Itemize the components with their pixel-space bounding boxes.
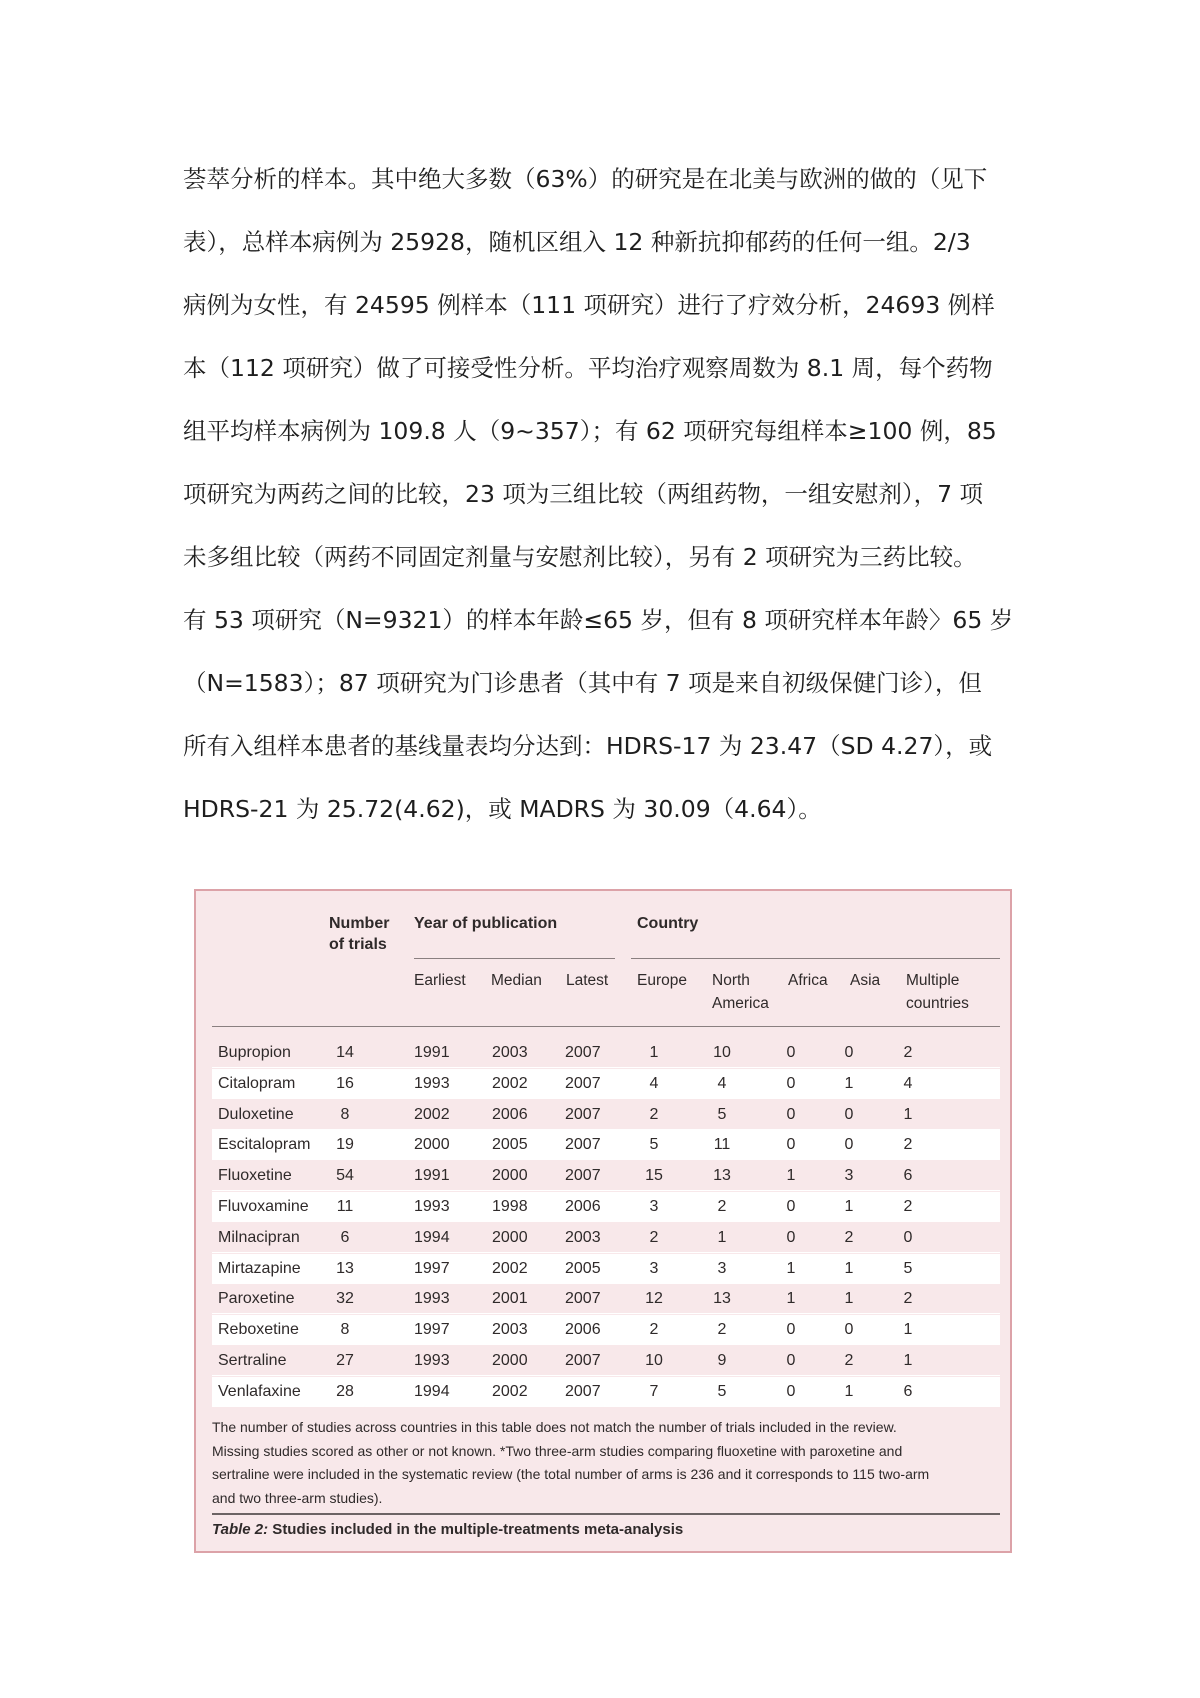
cell-median: 2002 — [492, 1074, 528, 1092]
cell-north-america: 13 — [713, 1290, 731, 1308]
cell-median: 2006 — [492, 1105, 528, 1123]
cell-multiple: 0 — [903, 1228, 913, 1246]
table-row — [212, 1346, 1000, 1376]
cell-asia: 0 — [844, 1136, 854, 1154]
cell-drug: Bupropion — [218, 1044, 291, 1061]
cell-africa: 0 — [786, 1198, 796, 1215]
cell-drug: Milnacipran — [218, 1228, 300, 1246]
cell-latest: 2003 — [565, 1228, 601, 1246]
cell-trials: 28 — [336, 1382, 354, 1400]
cell-north-america: 11 — [713, 1136, 731, 1154]
cell-africa: 1 — [786, 1167, 796, 1185]
header-number-of-trials — [329, 913, 389, 955]
cell-europe: 12 — [645, 1290, 663, 1308]
header-latest: Latest — [566, 972, 609, 989]
header-multiple-countries — [906, 969, 969, 1015]
cell-earliest: 1991 — [414, 1044, 450, 1061]
cell-trials: 32 — [336, 1290, 354, 1308]
header-country: Country — [637, 915, 699, 932]
cell-drug: Citalopram — [218, 1074, 296, 1092]
paragraph-line: 有 53 项研究（N=9321）的样本年龄≤65 岁，但有 8 项研究样本年龄〉65 岁 — [183, 606, 1014, 634]
cell-latest: 2007 — [565, 1105, 601, 1123]
paragraph-line: 荟萃分析的样本。其中绝大多数（63%）的研究是在北美与欧洲的做的（见下 — [183, 165, 988, 193]
cell-north-america: 9 — [717, 1352, 727, 1369]
cell-africa: 0 — [786, 1228, 796, 1246]
cell-latest: 2006 — [565, 1321, 601, 1339]
cell-earliest: 1997 — [414, 1321, 450, 1339]
cell-earliest: 1993 — [414, 1352, 450, 1369]
cell-africa: 0 — [786, 1352, 796, 1369]
cell-median: 1998 — [492, 1198, 528, 1215]
cell-north-america: 3 — [717, 1259, 727, 1277]
cell-multiple: 1 — [903, 1321, 913, 1339]
cell-asia: 1 — [844, 1074, 854, 1092]
table-row — [212, 1069, 1000, 1099]
paragraph-line: 本（112 项研究）做了可接受性分析。平均治疗观察周数为 8.1 周，每个药物 — [183, 354, 993, 382]
cell-latest: 2006 — [565, 1198, 601, 1215]
table-row — [212, 1315, 1000, 1345]
table-row — [212, 1161, 1000, 1191]
cell-earliest: 2000 — [414, 1136, 450, 1154]
paragraph-line: 病例为女性，有 24595 例样本（111 项研究）进行了疗效分析，24693 例样 — [183, 291, 995, 319]
cell-latest: 2005 — [565, 1259, 601, 1277]
paragraph-line: （N=1583）；87 项研究为门诊患者（其中有 7 项是来自初级保健门诊），但 — [183, 669, 982, 697]
table-caption — [212, 1519, 683, 1541]
cell-asia: 0 — [844, 1044, 854, 1061]
cell-drug: Venlafaxine — [218, 1382, 301, 1400]
paragraph-line: 所有入组样本患者的基线量表均分达到：HDRS-17 为 23.47（SD 4.27），或 — [183, 732, 993, 760]
cell-europe: 1 — [649, 1044, 659, 1061]
header-number-of-trials-line2: of trials — [329, 936, 387, 953]
cell-median: 2001 — [492, 1290, 528, 1308]
cell-asia: 1 — [844, 1259, 854, 1277]
header-multiple-line2: countries — [906, 995, 969, 1012]
paragraph-line: 项研究为两药之间的比较，23 项为三组比较（两组药物，一组安慰剂），7 项 — [183, 480, 984, 508]
cell-drug: Mirtazapine — [218, 1259, 301, 1277]
cell-latest: 2007 — [565, 1290, 601, 1308]
footnote-line: The number of studies across countries in this table does not match the number of trials included in the review. — [212, 1419, 897, 1435]
cell-africa: 0 — [786, 1044, 796, 1061]
paragraph-line: HDRS-21 为 25.72(4.62)，或 MADRS 为 30.09（4.64）。 — [183, 795, 822, 823]
cell-trials: 14 — [336, 1044, 354, 1061]
cell-drug: Fluvoxamine — [218, 1198, 309, 1215]
table-row — [212, 1192, 1000, 1222]
cell-earliest: 1991 — [414, 1167, 450, 1185]
header-number-of-trials-line1: Number — [329, 915, 390, 932]
cell-europe: 7 — [649, 1382, 659, 1400]
cell-latest: 2007 — [565, 1352, 601, 1369]
table-row — [212, 1284, 1000, 1314]
cell-trials: 27 — [336, 1352, 354, 1369]
cell-earliest: 1993 — [414, 1074, 450, 1092]
table-footnote — [212, 1416, 998, 1510]
cell-africa: 0 — [786, 1105, 796, 1123]
cell-asia: 0 — [844, 1321, 854, 1339]
cell-multiple: 2 — [903, 1290, 913, 1308]
cell-earliest: 1994 — [414, 1228, 450, 1246]
cell-europe: 3 — [649, 1198, 659, 1215]
cell-drug: Escitalopram — [218, 1136, 311, 1154]
cell-asia: 2 — [844, 1228, 854, 1246]
header-north-america-line2: America — [712, 995, 769, 1012]
cell-trials: 16 — [336, 1074, 354, 1092]
cell-north-america: 4 — [717, 1074, 727, 1092]
cell-europe: 5 — [649, 1136, 659, 1154]
footnote-line: Missing studies scored as other or not known. *Two three-arm studies comparing fluoxetine with paroxetine and — [212, 1442, 903, 1459]
cell-africa: 0 — [786, 1074, 796, 1092]
cell-multiple: 2 — [903, 1136, 913, 1154]
body-paragraph — [183, 148, 1023, 841]
table-image — [194, 889, 1012, 1553]
header-median: Median — [491, 972, 542, 989]
cell-multiple: 6 — [903, 1382, 913, 1400]
cell-europe: 15 — [645, 1167, 663, 1185]
caption-text: Studies included in the multiple-treatments meta-analysis — [268, 1521, 684, 1538]
cell-europe: 2 — [649, 1321, 659, 1339]
cell-multiple: 2 — [903, 1044, 913, 1061]
cell-asia: 3 — [844, 1167, 854, 1185]
cell-median: 2000 — [492, 1228, 528, 1246]
cell-africa: 0 — [786, 1382, 796, 1400]
cell-median: 2000 — [492, 1352, 528, 1369]
table-row — [212, 1377, 1000, 1407]
cell-multiple: 2 — [903, 1198, 913, 1215]
caption-rule — [212, 1513, 1000, 1515]
cell-multiple: 4 — [903, 1074, 913, 1092]
cell-north-america: 2 — [717, 1321, 727, 1339]
cell-trials: 13 — [336, 1259, 354, 1277]
header-year-group-line — [414, 958, 615, 959]
header-europe: Europe — [637, 972, 687, 989]
table-row — [212, 1038, 1000, 1068]
cell-drug: Reboxetine — [218, 1321, 299, 1339]
header-africa: Africa — [788, 972, 828, 989]
cell-asia: 1 — [844, 1290, 854, 1308]
cell-latest: 2007 — [565, 1382, 601, 1400]
cell-latest: 2007 — [565, 1074, 601, 1092]
cell-earliest: 2002 — [414, 1105, 450, 1123]
cell-latest: 2007 — [565, 1044, 601, 1061]
cell-north-america: 10 — [713, 1044, 731, 1061]
cell-median: 2002 — [492, 1382, 528, 1400]
cell-asia: 1 — [844, 1198, 854, 1215]
footnote-line: and two three-arm studies). — [212, 1489, 383, 1506]
cell-asia: 2 — [844, 1352, 854, 1369]
paragraph-line: 未多组比较（两药不同固定剂量与安慰剂比较），另有 2 项研究为三药比较。 — [183, 543, 977, 571]
cell-multiple: 6 — [903, 1167, 913, 1185]
cell-trials: 54 — [336, 1167, 354, 1185]
header-multiple-line1: Multiple — [906, 972, 960, 989]
cell-north-america: 5 — [717, 1105, 727, 1123]
cell-europe: 10 — [645, 1352, 663, 1369]
cell-median: 2002 — [492, 1259, 528, 1277]
cell-trials: 8 — [340, 1105, 350, 1123]
table-row — [212, 1223, 1000, 1253]
cell-earliest: 1994 — [414, 1382, 450, 1400]
cell-europe: 2 — [649, 1228, 659, 1246]
table-row — [212, 1254, 1000, 1284]
header-north-america-line1: North — [712, 972, 750, 989]
cell-africa: 1 — [786, 1259, 796, 1277]
header-rule — [212, 1026, 1000, 1027]
cell-median: 2000 — [492, 1167, 528, 1185]
caption-label: Table 2: — [212, 1521, 269, 1538]
cell-asia: 1 — [844, 1382, 854, 1400]
footnote-line: sertraline were included in the systematic review (the total number of arms is 236 and it corresponds to 115 two-arm — [212, 1466, 930, 1482]
cell-median: 2003 — [492, 1044, 528, 1061]
cell-median: 2003 — [492, 1321, 528, 1339]
cell-median: 2005 — [492, 1136, 528, 1154]
cell-europe: 4 — [649, 1074, 659, 1092]
cell-multiple: 5 — [903, 1259, 913, 1277]
cell-earliest: 1993 — [414, 1198, 450, 1215]
cell-multiple: 1 — [903, 1352, 913, 1369]
table-row — [212, 1130, 1000, 1160]
paragraph-line: 组平均样本病例为 109.8 人（9~357）；有 62 项研究每组样本≥100 例，85 — [183, 417, 997, 445]
paragraph-line: 表），总样本病例为 25928，随机区组入 12 种新抗抑郁药的任何一组。2/3 — [183, 228, 971, 256]
cell-africa: 0 — [786, 1136, 796, 1154]
cell-drug: Duloxetine — [218, 1105, 294, 1123]
cell-latest: 2007 — [565, 1136, 601, 1154]
header-country-group-line — [631, 958, 1000, 959]
cell-north-america: 13 — [713, 1167, 731, 1185]
cell-asia: 0 — [844, 1105, 854, 1123]
cell-trials: 19 — [336, 1136, 354, 1154]
cell-north-america: 5 — [717, 1382, 727, 1400]
cell-europe: 3 — [649, 1259, 659, 1277]
cell-multiple: 1 — [903, 1105, 913, 1123]
cell-africa: 1 — [786, 1290, 796, 1308]
cell-trials: 6 — [340, 1228, 350, 1246]
cell-drug: Sertraline — [218, 1352, 287, 1369]
cell-north-america: 1 — [717, 1228, 727, 1246]
cell-drug: Paroxetine — [218, 1290, 295, 1308]
header-earliest: Earliest — [414, 972, 466, 989]
table-row — [212, 1100, 1000, 1130]
cell-earliest: 1997 — [414, 1259, 450, 1277]
cell-trials: 8 — [340, 1321, 350, 1339]
cell-north-america: 2 — [717, 1198, 727, 1215]
cell-trials: 11 — [336, 1198, 354, 1215]
header-year-of-publication: Year of publication — [414, 915, 558, 932]
cell-africa: 0 — [786, 1321, 796, 1339]
header-asia: Asia — [850, 972, 881, 989]
cell-latest: 2007 — [565, 1167, 601, 1185]
header-north-america — [712, 969, 769, 1015]
cell-europe: 2 — [649, 1105, 659, 1123]
cell-drug: Fluoxetine — [218, 1167, 292, 1185]
cell-earliest: 1993 — [414, 1290, 450, 1308]
